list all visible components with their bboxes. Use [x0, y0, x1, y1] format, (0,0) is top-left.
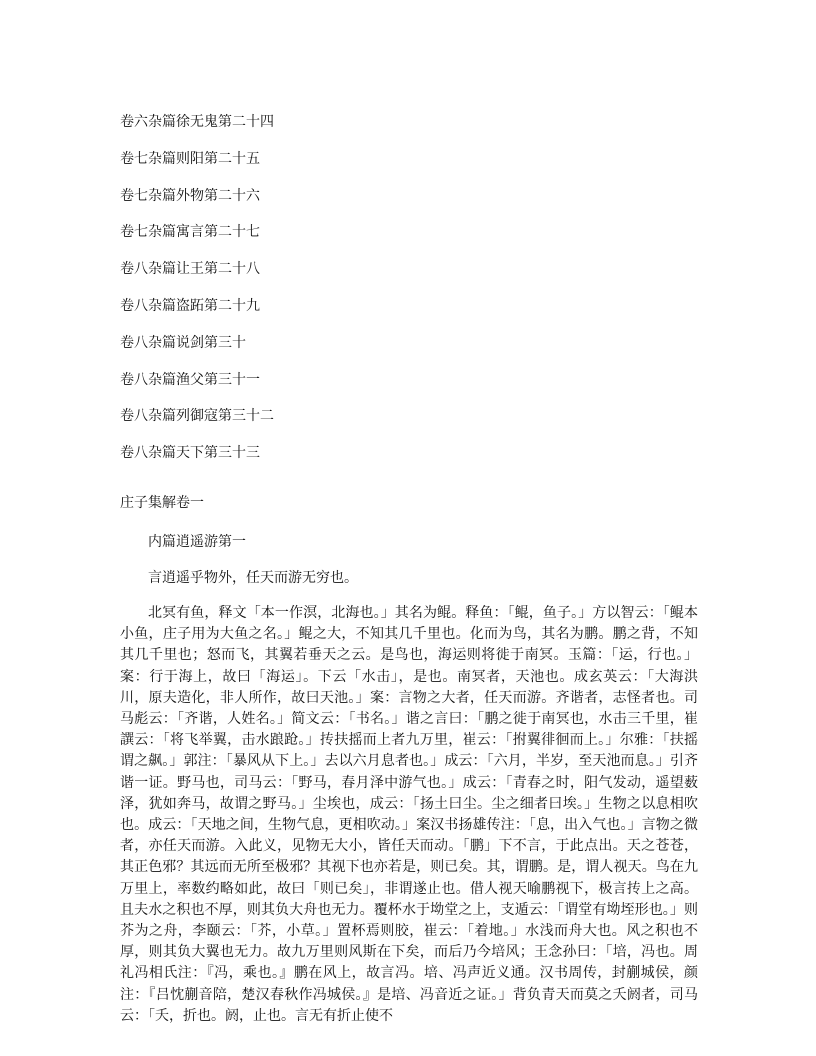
- toc-item: 卷八杂篇说剑第三十: [120, 334, 246, 351]
- toc-item: 卷八杂篇渔父第三十一: [120, 371, 260, 388]
- toc-item: 卷八杂篇天下第三十三: [120, 445, 260, 462]
- book-title: 庄子集解卷一: [120, 495, 204, 511]
- table-of-contents: [120, 114, 274, 482]
- toc-item: 卷六杂篇徐无鬼第二十四: [120, 114, 274, 130]
- toc-item: 卷七杂篇外物第二十六: [120, 187, 260, 204]
- toc-item: 卷七杂篇寓言第二十七: [120, 224, 260, 241]
- chapter-intro: 言逍遥乎物外，任天而游无穷也。: [148, 570, 358, 586]
- chapter-body-paragraph: 北冥有鱼，释文「本一作溟，北海也。」其名为鲲。释鱼：「鲲，鱼子。」方以智云：「鲲本小鱼，庄子用为大鱼之名。」鲲之大，不知其几千里也。化而为鸟，其名为鹏。鹏之背，不知其几千里也；怒而飞，其翼若垂天之云。是鸟也，海运则将徙于南冥。玉篇：「运，行也。」案：行于海上，故曰「海运」。下云「水击」，是也。南冥者，天池也。成玄英云：「大海洪川，原夫造化，非人所作，故曰天池。」案：言物之大者，任天而游。齐谐者，志怪者也。司马彪云：「齐谐，人姓名。」简文云：「书名。」谐之言曰：「鹏之徙于南冥也，水击三千里，崔譔云：「将飞举翼，击水踉跄。」抟扶摇而上者九万里，崔云：「拊翼徘徊而上。」尔雅：「扶摇谓之飙。」郭注：「暴风从下上。」去以六月息者也。」成云：「六月，半岁，至天池而息。」引齐谐一证。野马也，司马云：「野马，春月泽中游气也。」成云：「青春之时，阳气发动，遥望薮泽，犹如奔马，故谓之野马。」尘埃也，成云：「扬土曰尘。尘之细者曰埃。」生物之以息相吹也。成云：「天地之间，生物气息，更相吹动。」案汉书扬雄传注：「息，出入气也。」言物之微者，亦任天而游。入此义，见物无大小，皆任天而动。「鹏」下不言，于此点出。天之苍苍，其正色邪？其远而无所至极邪？其视下也亦若是，则已矣。其，谓鹏。是，谓人视天。鸟在九万里上，率数约略如此，故曰「则已矣」，非谓遂止也。借人视天喻鹏视下，极言抟上之高。且夫水之积也不厚，则其负大舟也无力。覆杯水于坳堂之上，支遁云：「谓堂有坳垤形也。」则芥为之舟，李颐云：「芥，小草。」置杯焉则胶，崔云：「着地。」水浅而舟大也。风之积也不厚，则其负大翼也无力。故九万里则风斯在下矣，而后乃今培风；王念孙曰：「培，冯也。周礼冯相氏注：『冯，乘也。』鹏在风上，故言冯。培、冯声近义通。汉书周传，封蒯城侯，颜注：『吕忱蒯音陪，楚汉春秋作冯城侯。』是培、冯音近之证。」背负青天而莫之夭阏者，司马云：「夭，折也。阏，止也。言无有折止使不: [120, 605, 698, 1024]
- chapter-title: 内篇逍遥游第一: [148, 534, 246, 550]
- toc-item: 卷八杂篇列御寇第三十二: [120, 408, 274, 425]
- toc-item: 卷八杂篇盗跖第二十九: [120, 297, 260, 314]
- toc-item: 卷七杂篇则阳第二十五: [120, 150, 260, 167]
- toc-item: 卷八杂篇让王第二十八: [120, 261, 260, 278]
